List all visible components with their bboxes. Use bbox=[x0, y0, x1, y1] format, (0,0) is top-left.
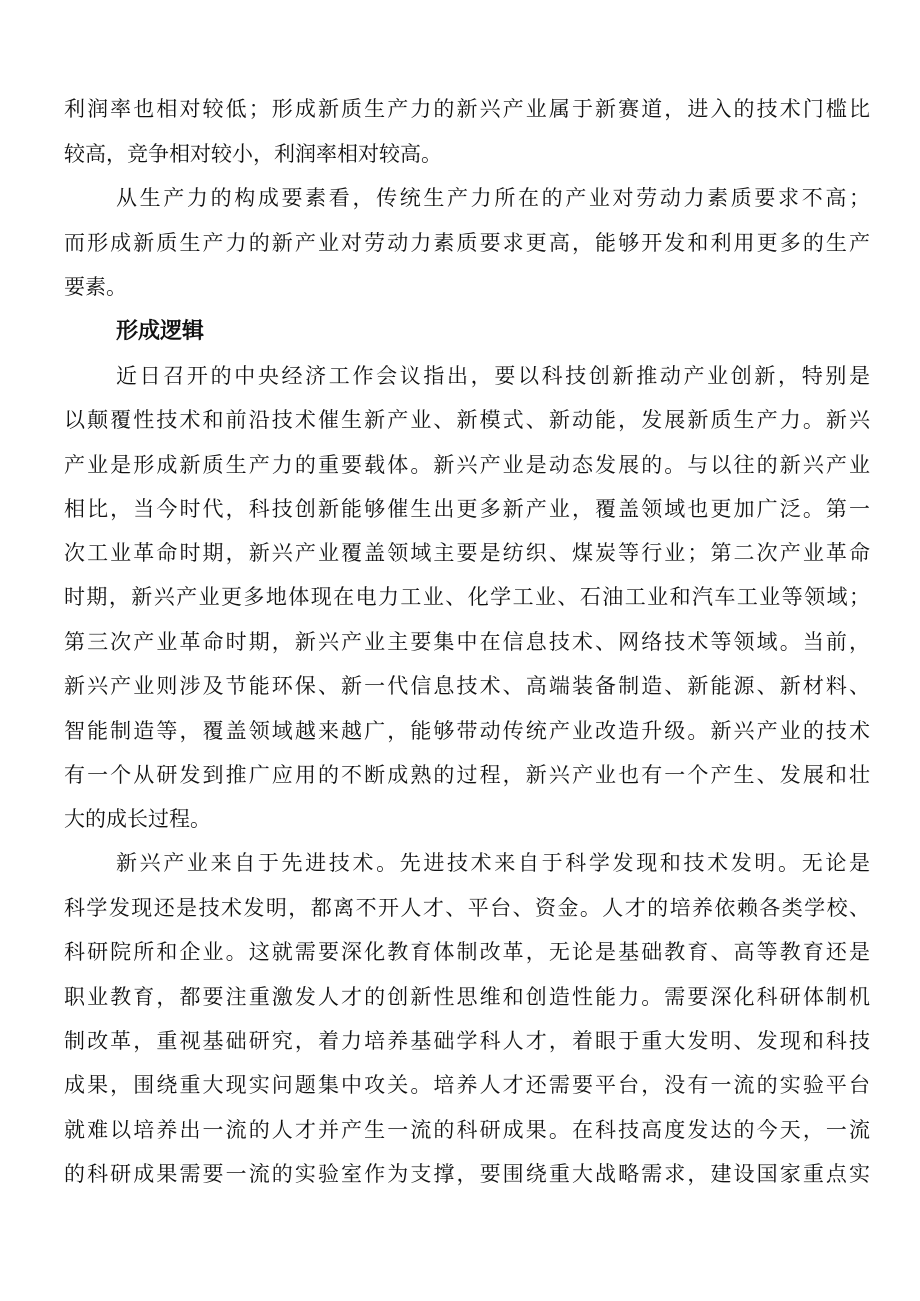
paragraph-line: 次工业革命时期，新兴产业覆盖领域主要是纺织、煤炭等行业；第二次产业革命 bbox=[64, 541, 870, 565]
paragraph-line: 近日召开的中央经济工作会议指出，要以科技创新推动产业创新，特别是 bbox=[116, 364, 870, 388]
paragraph-line: 第三次产业革命时期，新兴产业主要集中在信息技术、网络技术等领域。当前， bbox=[64, 630, 870, 654]
paragraph-line: 产业是形成新质生产力的重要载体。新兴产业是动态发展的。与以往的新兴产业 bbox=[64, 453, 870, 477]
paragraph-line: 利润率也相对较低；形成新质生产力的新兴产业属于新赛道，进入的技术门槛比 bbox=[64, 97, 870, 121]
section-heading: 形成逻辑 bbox=[116, 319, 205, 344]
paragraph-line: 大的成长过程。 bbox=[64, 807, 211, 831]
paragraph-line: 以颠覆性技术和前沿技术催生新产业、新模式、新动能，发展新质生产力。新兴 bbox=[64, 408, 870, 432]
paragraph-line: 成果，围绕重大现实问题集中攻关。培养人才还需要平台，没有一流的实验平台 bbox=[64, 1073, 870, 1097]
paragraph-line: 新兴产业则涉及节能环保、新一代信息技术、高端装备制造、新能源、新材料、 bbox=[64, 674, 870, 698]
paragraph-line: 科研院所和企业。这就需要深化教育体制改革，无论是基础教育、高等教育还是 bbox=[64, 940, 870, 964]
paragraph-line: 较高，竞争相对较小，利润率相对较高。 bbox=[64, 142, 442, 166]
paragraph-line: 职业教育，都要注重激发人才的创新性思维和创造性能力。需要深化科研体制机 bbox=[64, 985, 870, 1009]
paragraph-line: 智能制造等，覆盖领域越来越广，能够带动传统产业改造升级。新兴产业的技术 bbox=[64, 719, 870, 743]
paragraph-line: 的科研成果需要一流的实验室作为支撑，要围绕重大战略需求，建设国家重点实 bbox=[64, 1162, 870, 1186]
paragraph-line: 新兴产业来自于先进技术。先进技术来自于科学发现和技术发明。无论是 bbox=[116, 851, 870, 875]
paragraph-line: 时期，新兴产业更多地体现在电力工业、化学工业、石油工业和汽车工业等领域； bbox=[64, 585, 870, 609]
paragraph-line: 有一个从研发到推广应用的不断成熟的过程，新兴产业也有一个产生、发展和壮 bbox=[64, 763, 870, 787]
paragraph-line: 要素。 bbox=[64, 275, 127, 299]
paragraph-line: 制改革，重视基础研究，着力培养基础学科人才，着眼于重大发明、发现和科技 bbox=[64, 1029, 870, 1053]
paragraph-line: 从生产力的构成要素看，传统生产力所在的产业对劳动力素质要求不高； bbox=[116, 186, 870, 210]
paragraph-line: 就难以培养出一流的人才并产生一流的科研成果。在科技高度发达的今天，一流 bbox=[64, 1118, 870, 1142]
paragraph-line: 而形成新质生产力的新产业对劳动力素质要求更高，能够开发和利用更多的生产 bbox=[64, 231, 870, 255]
paragraph-line: 相比，当今时代，科技创新能够催生出更多新产业，覆盖领域也更加广泛。第一 bbox=[64, 497, 870, 521]
paragraph-line: 科学发现还是技术发明，都离不开人才、平台、资金。人才的培养依赖各类学校、 bbox=[64, 896, 870, 920]
